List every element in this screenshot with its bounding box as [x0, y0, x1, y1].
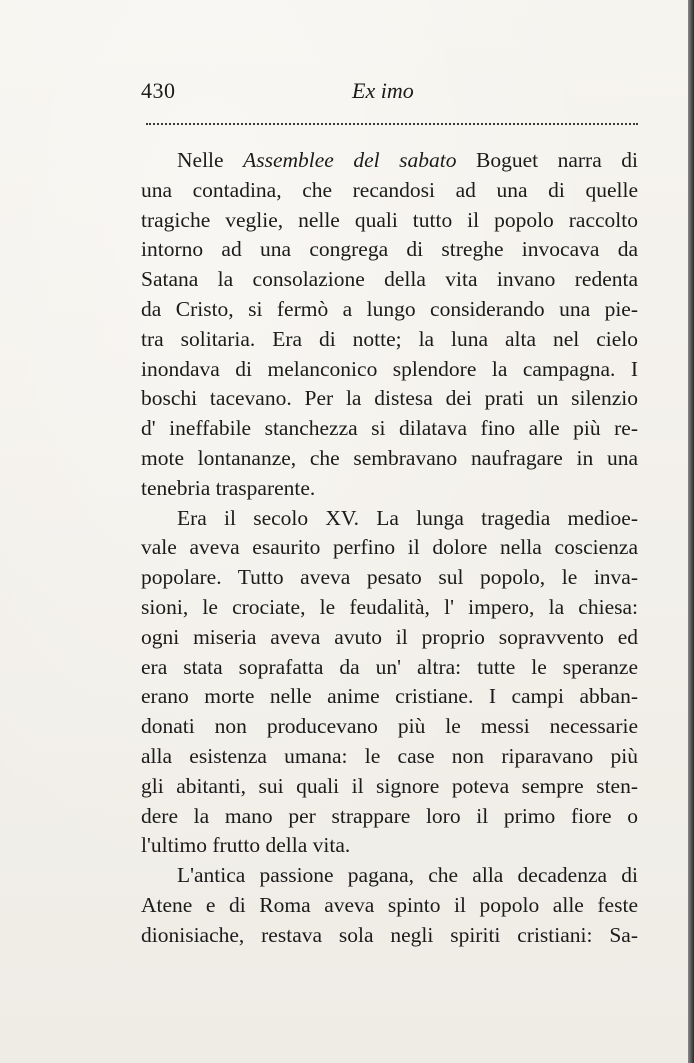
page-number: 430	[141, 78, 176, 103]
paragraph-1	[141, 146, 638, 504]
text-line: gli abitanti, sui quali il signore poteva sempre sten-	[141, 773, 638, 798]
text-line: mote lontananze, che sembravano naufragare in una	[141, 445, 638, 470]
text-line: dionisiache, restava sola negli spiriti cristiani: Sa-	[141, 922, 638, 947]
text-line: intorno ad una congrega di streghe invocava da	[141, 237, 638, 262]
text-line: una contadina, che recandosi ad una di quelle	[141, 177, 638, 202]
text-line: Satana la consolazione della vita invano redenta	[141, 267, 638, 292]
text-line: popolare. Tutto aveva pesato sul popolo, le inva-	[141, 565, 638, 590]
body-text	[141, 146, 638, 951]
paragraph-2	[141, 504, 638, 862]
text-line: d' ineffabile stanchezza si dilatava fino alle più re-	[141, 416, 638, 441]
text-line: da Cristo, si fermò a lungo considerando una pie-	[141, 296, 638, 321]
text-line: boschi tacevano. Per la distesa dei prati un silenzio	[141, 386, 638, 411]
text-line: dere la mano per strappare loro il primo fiore o	[141, 803, 638, 828]
text-line: vale aveva esaurito perfino il dolore nella coscienza	[141, 535, 638, 560]
text-line: Era il secolo XV. La lunga tragedia medioe-	[177, 505, 638, 530]
text-line: donati non producevano più le messi necessarie	[141, 714, 638, 739]
running-title: Ex imo	[352, 78, 414, 103]
text-line: Atene e di Roma aveva spinto il popolo alle feste	[141, 892, 638, 917]
italic-title: Assemblee del sabato	[243, 148, 457, 172]
paragraph-3	[141, 861, 638, 950]
page-edge-shadow	[688, 0, 694, 1063]
text-line: Nelle Assemblee del sabato Boguet narra di	[177, 148, 638, 172]
text-line: tra solitaria. Era di notte; la luna alta nel cielo	[141, 326, 638, 351]
text-line: tenebria trasparente.	[141, 475, 316, 500]
page-header	[141, 78, 637, 106]
text-line: sioni, le crociate, le feudalità, l' impero, la chiesa:	[141, 594, 638, 619]
header-dotted-rule	[146, 123, 638, 125]
text-line: tragiche veglie, nelle quali tutto il popolo raccolto	[141, 207, 638, 232]
text-line: inondava di melanconico splendore la campagna. I	[141, 356, 638, 381]
text-line: L'antica passione pagana, che alla decadenza di	[177, 863, 638, 888]
text-line: erano morte nelle anime cristiane. I campi abban-	[141, 684, 638, 709]
text-line: alla esistenza umana: le case non riparavano più	[141, 743, 638, 768]
text-line: era stata soprafatta da un' altra: tutte le speranze	[141, 654, 638, 679]
text-line: ogni miseria aveva avuto il proprio sopravvento ed	[141, 624, 638, 649]
text-line: l'ultimo frutto della vita.	[141, 833, 351, 858]
